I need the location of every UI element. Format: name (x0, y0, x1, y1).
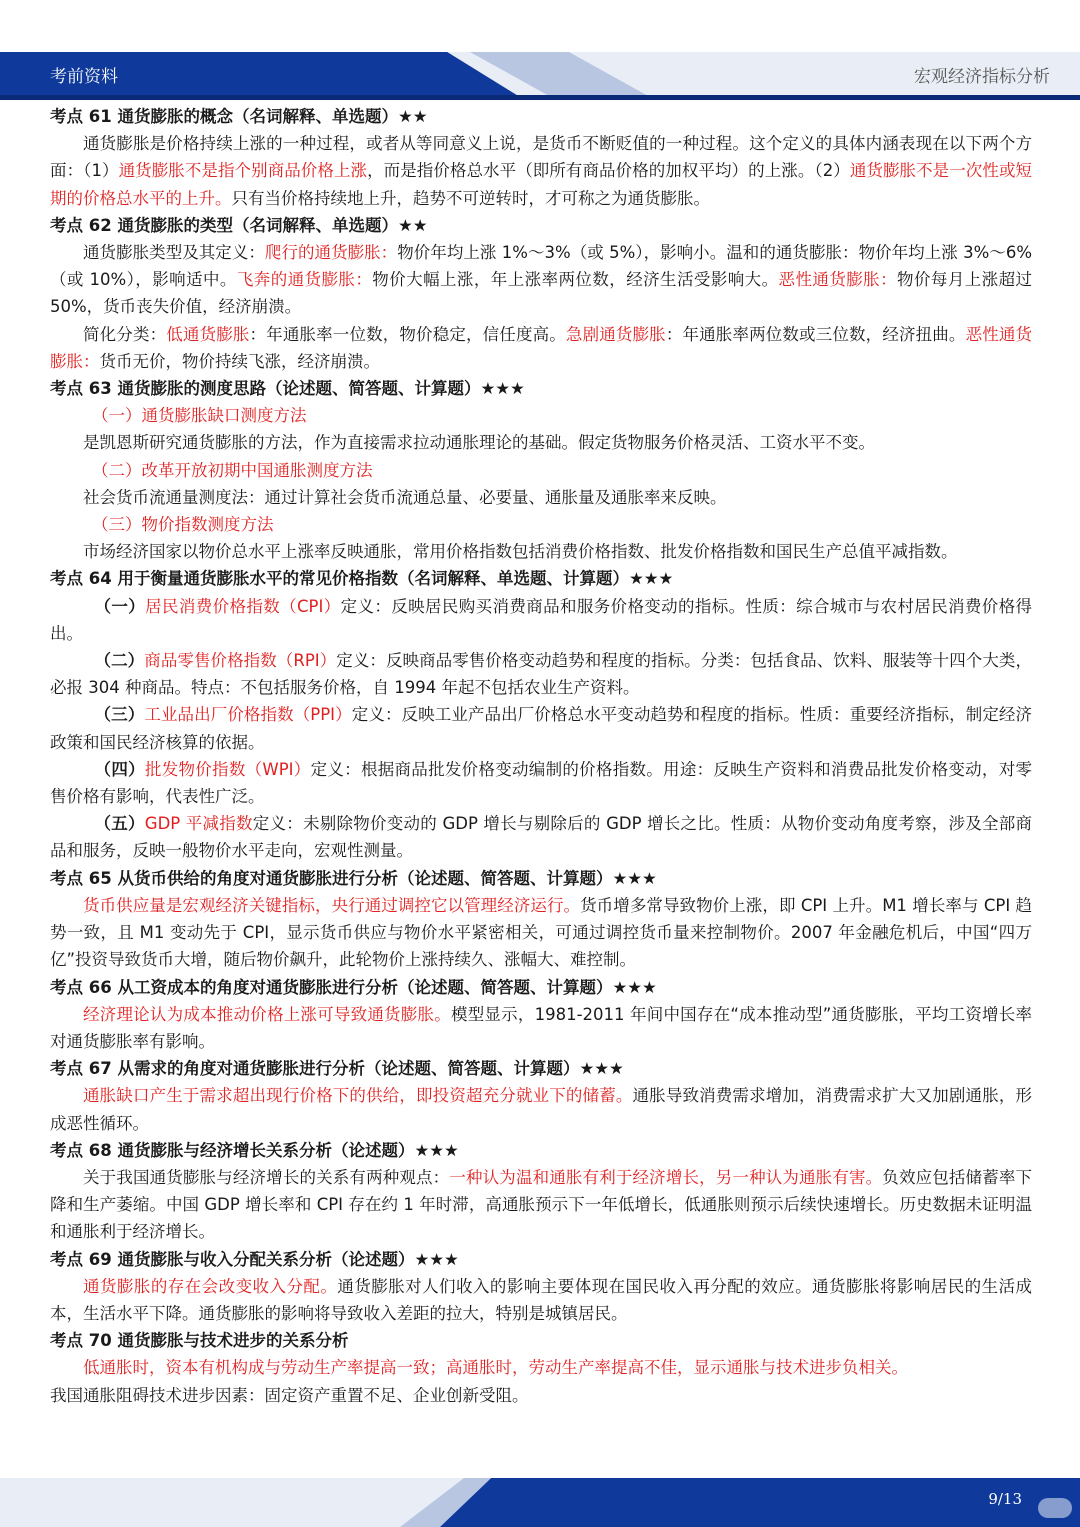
section-63-para-1: 是凯恩斯研究通货膨胀的方法，作为直接需求拉动通胀理论的基础。假定货物服务价格灵活、工资水平不变。 (83, 433, 875, 453)
section-64-item: （一）居民消费价格指数（CPI）定义：反映居民购买消费商品和服务价格变动的指标。性质：综合城市与农村居民消费价格得出。 (50, 596, 1033, 643)
section-69-title: 考点 69 通货膨胀与收入分配关系分析（论述题）★★★ (50, 1249, 459, 1269)
section-63-sub-2: （二）改革开放初期中国通胀测度方法 (92, 460, 373, 480)
section-63-title: 考点 63 通货膨胀的测度思路（论述题、简答题、计算题）★★★ (50, 379, 525, 399)
section-63-para-2: 社会货币流通量测度法：通过计算社会货币流通总量、必要量、通胀量及通胀率来反映。 (83, 487, 727, 507)
page-content (50, 103, 1032, 1409)
section-70-body: 我国通胀阻碍技术进步因素：固定资产重置不足、企业创新受阻。 (50, 1385, 529, 1405)
section-63-sub-1: （一）通货膨胀缺口测度方法 (92, 406, 307, 426)
section-66-title: 考点 66 从工资成本的角度对通货膨胀进行分析（论述题、简答题、计算题）★★★ (50, 977, 657, 997)
section-62-body: 通货膨胀类型及其定义：爬行的通货膨胀：物价年均上涨 1%～3%（或 5%），影响小。温和的通货膨胀：物价年均上涨 3%～6%（或 10%），影响适中。飞奔的通货膨胀：物价大幅上涨，年上涨率两位数，经济生活受影响大。恶性通货膨胀：物价每月上涨超过 50%，货币丧失价值，经济崩溃。 (50, 243, 1033, 317)
section-67-title: 考点 67 从需求的角度对通货膨胀进行分析（论述题、简答题、计算题）★★★ (50, 1059, 624, 1079)
header-doc-label: 考前资料 (50, 67, 118, 87)
section-65-body: 货币供应量是宏观经济关键指标，央行通过调控它以管理经济运行。货币增多常导致物价上涨，即 CPI 上升。M1 增长率与 CPI 趋势一致，且 M1 变动先于 CPI，显示货币供应与物价水平紧密相关，可通过调控货币量来控制物价。2007 年金融危机后，中国“四万亿”投资导致货币大增，随后物价飙升，此轮物价上涨持续久、涨幅大、难控制。 (50, 895, 1032, 970)
section-61-title: 考点 61 通货膨胀的概念（名词解释、单选题）★★ (50, 107, 428, 126)
header-rule (0, 95, 1080, 100)
section-66-body: 经济理论认为成本推动价格上涨可导致通货膨胀。模型显示，1981-2011 年间中国存在“成本推动型”通货膨胀，平均工资增长率对通货膨胀率有影响。 (50, 1004, 1033, 1051)
section-63-sub-3: （三）物价指数测度方法 (92, 515, 274, 535)
section-70-highlight: 低通胀时，资本有机构成与劳动生产率提高一致；高通胀时，劳动生产率提高不佳，显示通胀与技术进步负相关。 (83, 1358, 908, 1378)
section-68-title: 考点 68 通货膨胀与经济增长关系分析（论述题）★★★ (50, 1140, 459, 1160)
section-63-para-3: 市场经济国家以物价总水平上涨率反映通胀，常用价格指数包括消费价格指数、批发价格指数和国民生产总值平减指数。 (83, 542, 958, 562)
section-69-body: 通货膨胀的存在会改变收入分配。通货膨胀对人们收入的影响主要体现在国民收入再分配的效应。通货膨胀将影响居民的生活成本，生活水平下降。通货膨胀的影响将导致收入差距的拉大，特别是城镇居民。 (50, 1276, 1033, 1323)
section-64-item: （五）GDP 平减指数定义：未剔除物价变动的 GDP 增长与剔除后的 GDP 增长之比。性质：从物价变动角度考察，涉及全部商品和服务，反映一般物价水平走向，宏观性测量。 (50, 814, 1033, 861)
section-62-title: 考点 62 通货膨胀的类型（名词解释、单选题）★★ (50, 215, 428, 235)
section-68-body: 关于我国通货膨胀与经济增长的关系有两种观点：一种认为温和通胀有利于经济增长，另一种认为通胀有害。负效应包括储蓄率下降和生产萎缩。中国 GDP 增长率和 CPI 存在约 1 年时滞，高通胀预示下一年低增长，低通胀则预示后续快速增长。历史数据未证明温和通胀利于经济增长。 (50, 1167, 1033, 1242)
section-64-item: （二）商品零售价格指数（RPI）定义：反映商品零售价格变动趋势和程度的指标。分类：包括食品、饮料、服装等十四个大类，必报 304 种商品。特点：不包括服务价格，自 1994 年起不包括农业生产资料。 (50, 651, 1033, 698)
section-67-body: 通胀缺口产生于需求超出现行价格下的供给，即投资超充分就业下的储蓄。通胀导致消费需求增加，消费需求扩大又加剧通胀，形成恶性循环。 (50, 1086, 1033, 1133)
section-64-item: （三）工业品出厂价格指数（PPI）定义：反映工业产品出厂价格总水平变动趋势和程度的指标。性质：重要经济指标，制定经济政策和国民经济核算的依据。 (50, 705, 1033, 752)
section-61-body: 通货膨胀是价格持续上涨的一种过程，或者从等同意义上说，是货币不断贬值的一种过程。这个定义的具体内涵表现在以下两个方面：（1）通货膨胀不是指个别商品价格上涨，而是指价格总水平（即所有商品价格的加权平均）的上涨。（2）通货膨胀不是一次性或短期的价格总水平的上升。只有当价格持续地上升，趋势不可逆转时，才可称之为通货膨胀。 (50, 134, 1033, 208)
page-number: 9/13 (988, 1490, 1022, 1508)
section-62-simplified: 简化分类：低通货膨胀：年通胀率一位数，物价稳定，信任度高。急剧通货膨胀：年通胀率两位数或三位数，经济扭曲。恶性通货膨胀：货币无价，物价持续飞涨，经济崩溃。 (50, 324, 1033, 371)
footer-blue-shape (440, 1478, 1080, 1527)
page-header (0, 0, 1080, 100)
section-70-title: 考点 70 通货膨胀与技术进步的关系分析 (50, 1331, 349, 1351)
section-64-item: （四）批发物价指数（WPI）定义：根据商品批发价格变动编制的价格指数。用途：反映生产资料和消费品批发价格变动，对零售价格有影响，代表性广泛。 (50, 759, 1033, 807)
watermark-badge (1038, 1498, 1072, 1518)
page-footer (0, 1478, 1080, 1527)
section-65-title: 考点 65 从货币供给的角度对通货膨胀进行分析（论述题、简答题、计算题）★★★ (50, 868, 657, 888)
section-64-title: 考点 64 用于衡量通货膨胀水平的常见价格指数（名词解释、单选题、计算题）★★★ (50, 569, 674, 589)
header-doc-title: 宏观经济指标分析 (914, 67, 1050, 87)
